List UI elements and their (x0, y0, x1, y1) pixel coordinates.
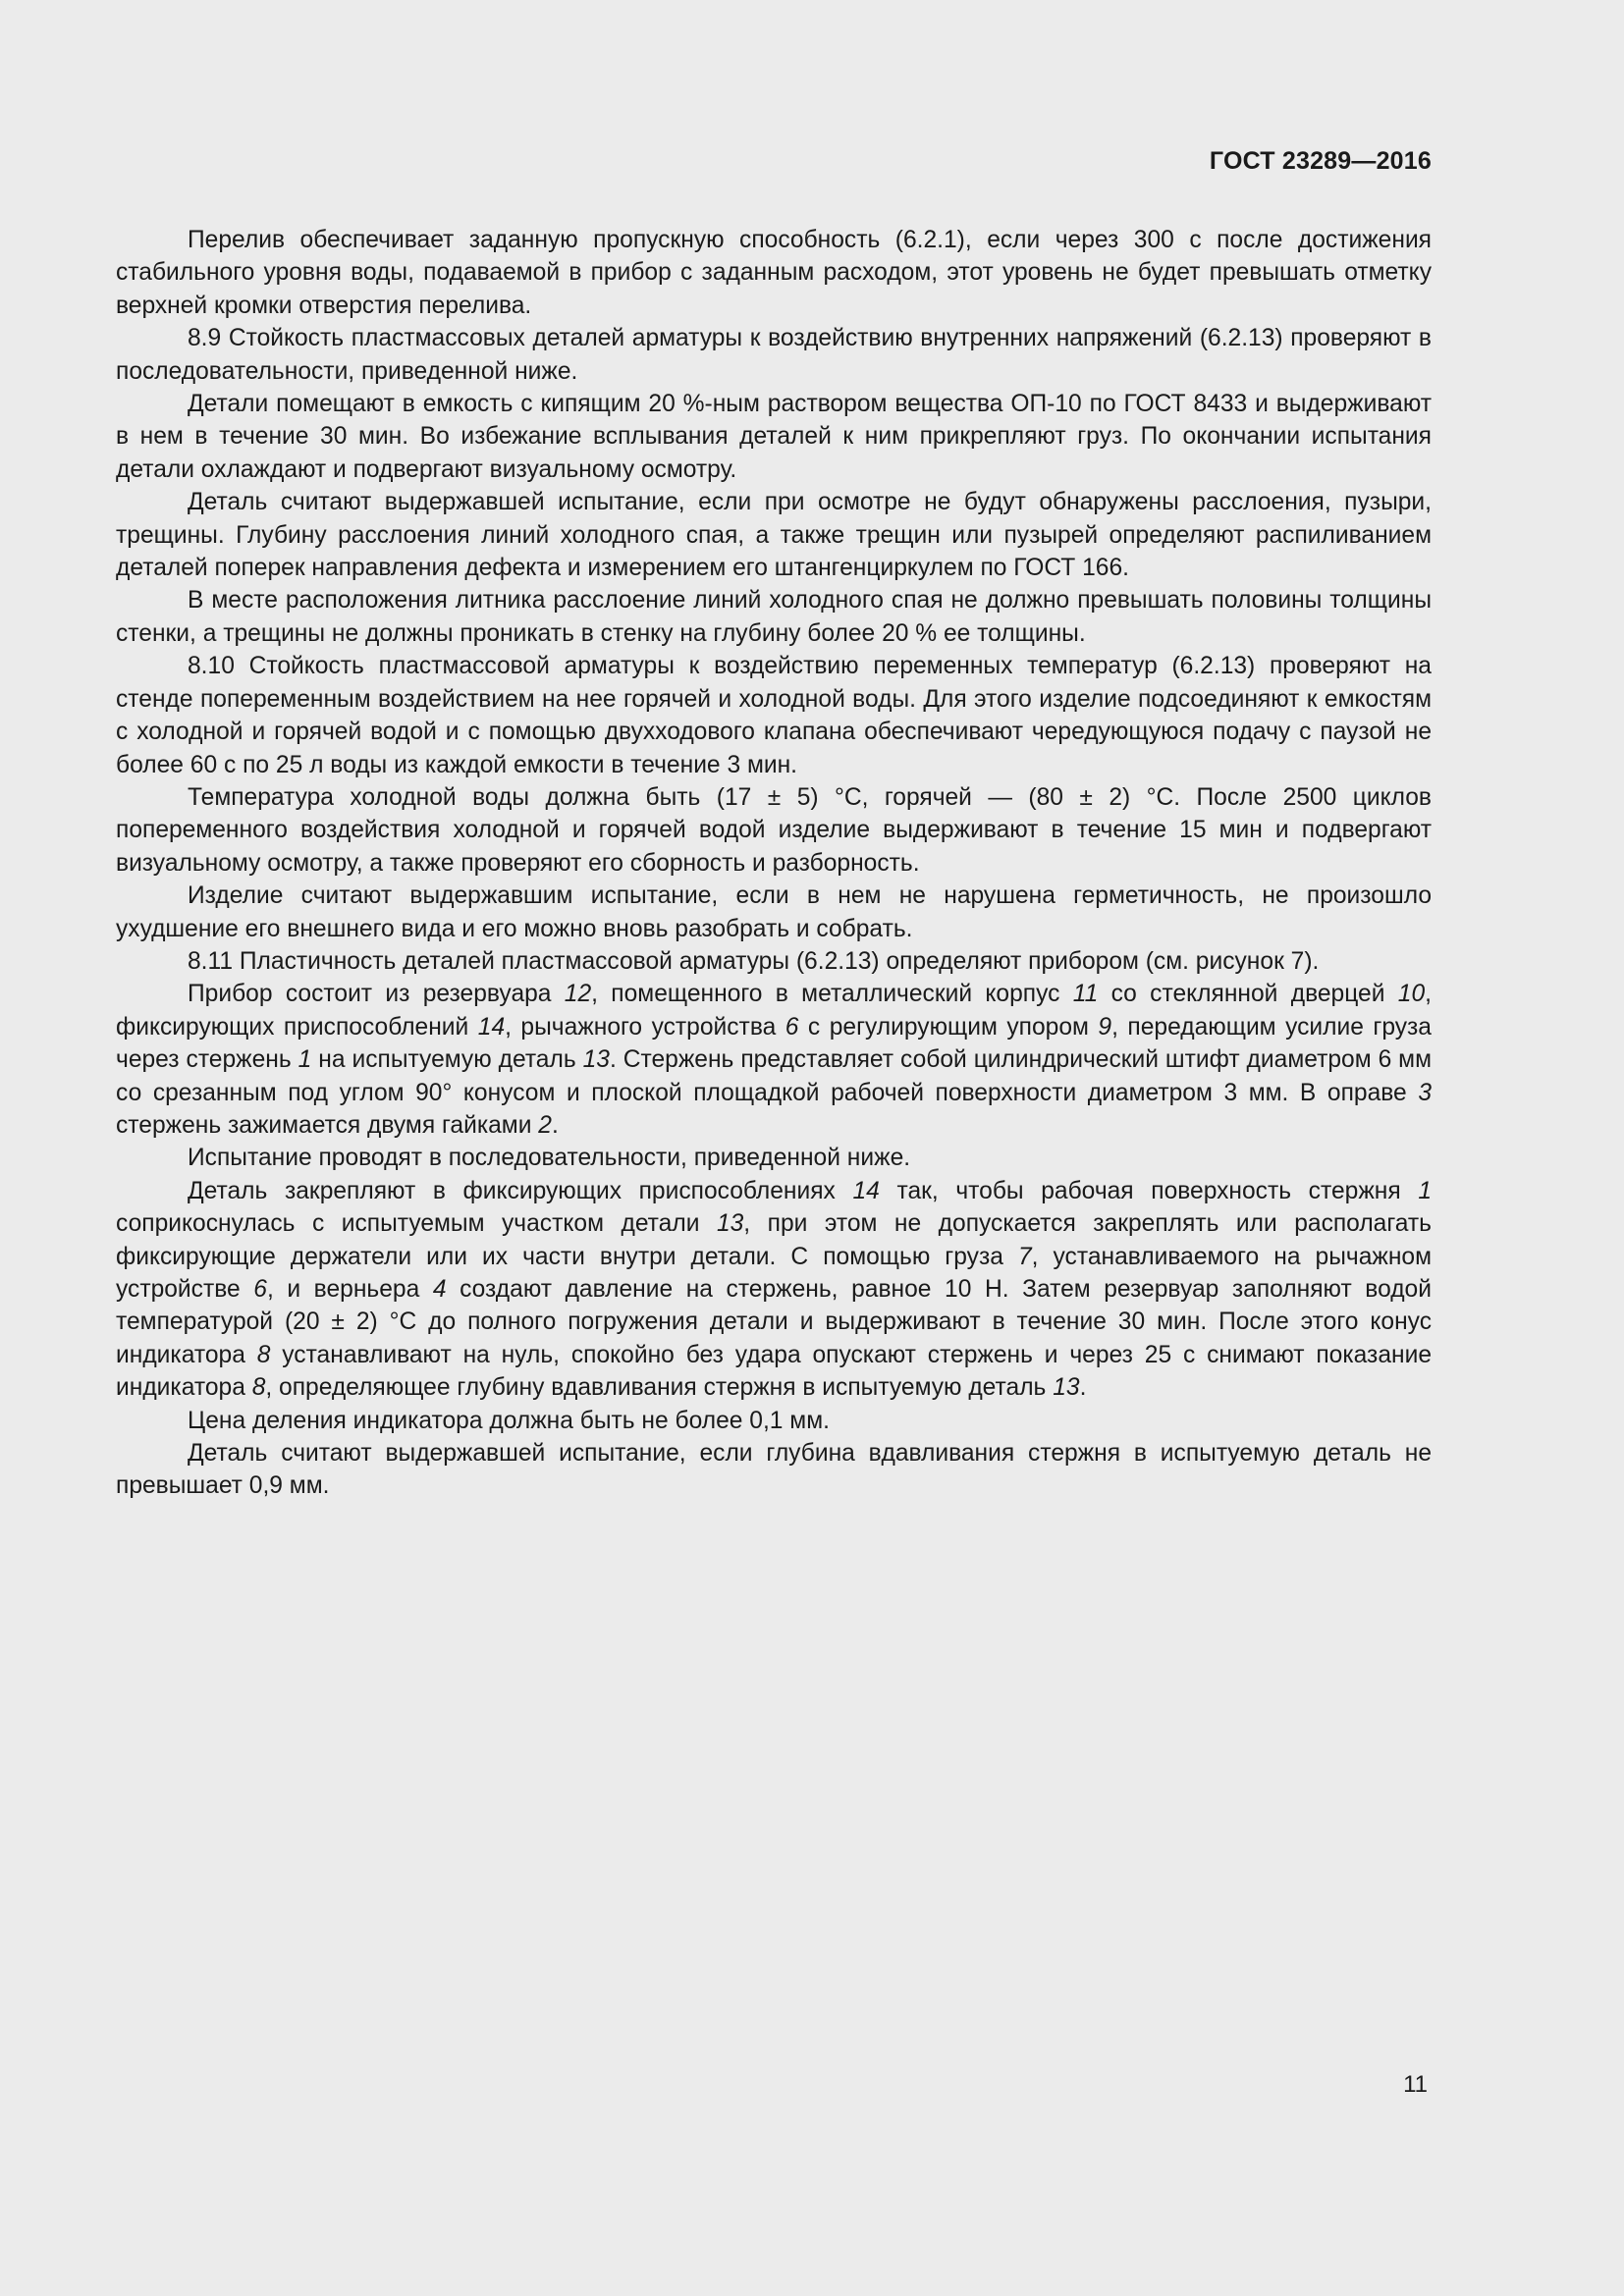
paragraph-pass-criteria: Изделие считают выдержавшим испытание, если в нем не нарушена герметичность, не произошло ухудшение его внешнего вида и его можно вновь разобрать и собрать. (116, 882, 1432, 942)
paragraph-sequence: Испытание проводят в последовательности, приведенной ниже. (188, 1145, 911, 1172)
paragraph-boiling-test: Детали помещают в емкость с кипящим 20 %-ным раствором вещества ОП-10 по ГОСТ 8433 и выдерживают в нем в течение 30 мин. Во избежание всплывания деталей к ним прикрепляют груз. По окончании испытания детали охлаждают и подвергают визуальному осмотру. (116, 391, 1432, 483)
document-body (116, 224, 1432, 1503)
paragraph-8-11: 8.11 Пластичность деталей пластмассовой арматуры (6.2.13) определяют прибором (см. рисунок 7). (188, 947, 1320, 975)
paragraph-final-criteria: Деталь считают выдержавшей испытание, если глубина вдавливания стержня в испытуемую деталь не превышает 0,9 мм. (116, 1440, 1432, 1500)
document-header: ГОСТ 23289—2016 (1209, 147, 1432, 175)
paragraph-sprue: В месте расположения литника расслоение линий холодного спая не должно превышать половины толщины стенки, а трещины не должны проникать в стенку на глубину более 20 % ее толщины. (116, 587, 1432, 647)
paragraph-8-10: 8.10 Стойкость пластмассовой арматуры к воздействию переменных температур (6.2.13) проверяют на стенде попеременным воздействием на нее горячей и холодной воды. Для этого изделие подсоединяют к емкостям с холодной и горячей водой и с помощью двухходового клапана обеспечивают чередующуюся подачу с паузой не более 60 с по 25 л воды из каждой емкости в течение 3 мин. (116, 653, 1432, 778)
paragraph-temperature: Температура холодной воды должна быть (17 ± 5) °С, горячей — (80 ± 2) °С. После 2500 циклов попеременного воздействия холодной и горячей водой изделие выдерживают в течение 15 мин и подвергают визуальному осмотру, а также проверяют его сборность и разборность. (116, 783, 1432, 877)
paragraph-8-9: 8.9 Стойкость пластмассовых деталей арматуры к воздействию внутренних напряжений (6.2.13) проверяют в последовательности, приведенной ниже. (116, 325, 1432, 385)
page-number: 11 (1403, 2071, 1428, 2098)
paragraph-fixing: Деталь закрепляют в фиксирующих приспособлениях 14 так, чтобы рабочая поверхность стержня 1 соприкоснулась с испытуемым участком детали 13, при этом не допускается закреплять или располагать фиксирующие держатели или их части внутри детали. С помощью груза 7, устанавливаемого на рычажном устройстве 6, и верньера 4 создают давление на стержень, равное 10 Н. Затем резервуар заполняют водой температурой (20 ± 2) °С до полного погружения детали и выдерживают в течение 30 мин. После этого конус индикатора 8 устанавливают на нуль, спокойно без удара опускают стержень и через 25 с снимают показание индикатора 8, определяющее глубину вдавливания стержня в испытуемую деталь 13. (116, 1177, 1433, 1402)
paragraph-overflow: Перелив обеспечивает заданную пропускную способность (6.2.1), если через 300 с после достижения стабильного уровня воды, подаваемой в прибор с заданным расходом, этот уровень не будет превышать отметку верхней кромки отверстия перелива. (116, 227, 1432, 319)
paragraph-defects: Деталь считают выдержавшей испытание, если при осмотре не будут обнаружены расслоения, пузыри, трещины. Глубину расслоения линий холодного спая, а также трещин или пузырей определяют распиливанием деталей поперек направления дефекта и измерением его штангенциркулем по ГОСТ 166. (116, 489, 1432, 582)
paragraph-division-value: Цена деления индикатора должна быть не более 0,1 мм. (188, 1407, 830, 1434)
paragraph-device: Прибор состоит из резервуара 12, помещенного в металлический корпус 11 со стеклянной дверцей 10, фиксирующих приспособлений 14, рычажного устройства 6 с регулирующим упором 9, передающим усилие груза через стержень 1 на испытуемую деталь 13. Стержень представляет собой цилиндрический штифт диаметром 6 мм со срезанным под углом 90° конусом и плоской площадкой рабочей поверхности диаметром 3 мм. В оправе 3 стержень зажимается двумя гайками 2. (116, 981, 1433, 1139)
